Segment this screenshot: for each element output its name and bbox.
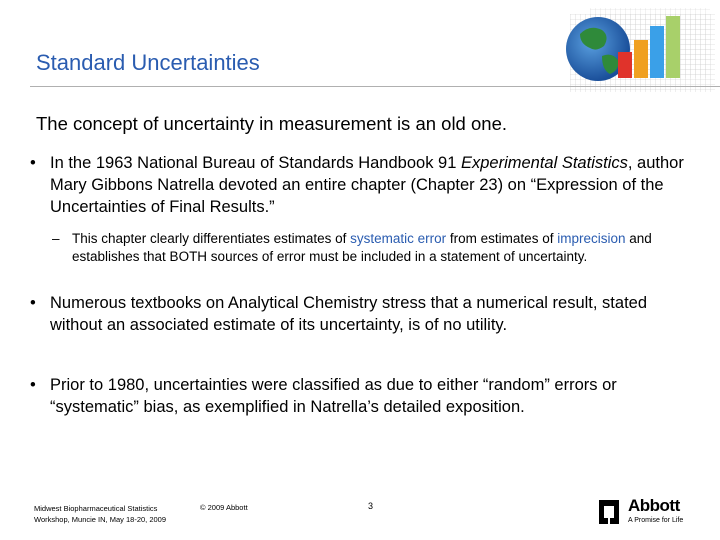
abbott-a-icon bbox=[596, 498, 622, 526]
page-number: 3 bbox=[368, 501, 374, 511]
sub-bullet-text bbox=[52, 230, 672, 266]
bullet-textbooks bbox=[30, 292, 690, 336]
bullet-text: Numerous textbooks on Analytical Chemistry stress that a numerical result, stated without an associated estimate of its uncertainty, is of no utility. bbox=[50, 294, 648, 334]
brand-name: Abbott bbox=[628, 496, 680, 515]
sub-text-part: This chapter clearly differentiates estimates of bbox=[72, 231, 351, 246]
sub-text-part: and establishes that BOTH sources of error must be included in a statement of uncertainty. bbox=[72, 231, 652, 264]
brand-tagline: A Promise for Life bbox=[628, 517, 684, 524]
highlight-imprecision: imprecision bbox=[557, 231, 626, 246]
bullet-natrella bbox=[30, 152, 690, 218]
abbott-logo bbox=[596, 496, 706, 530]
dash-icon: – bbox=[52, 231, 60, 246]
intro-text: The concept of uncertainty in measurement is an old one. bbox=[36, 113, 507, 134]
title-divider bbox=[30, 86, 720, 87]
footer-event-line1: Midwest Biopharmaceutical Statistics bbox=[34, 504, 158, 513]
page-title: Standard Uncertainties bbox=[36, 50, 260, 75]
highlight-systematic-error: systematic error bbox=[350, 231, 447, 246]
bullet-prior-1980 bbox=[30, 374, 690, 418]
bullet-text: Prior to 1980, uncertainties were classified as due to either “random” errors or “systematic” bias, as exemplified in Natrella’s detailed exposition. bbox=[50, 376, 617, 416]
bullet-text bbox=[30, 152, 690, 218]
footer-event-line2: Workshop, Muncie IN, May 18-20, 2009 bbox=[34, 515, 167, 524]
sub-text-part: from estimates of bbox=[446, 231, 558, 246]
bullet-text-part: , author Mary Gibbons Natrella devoted an entire chapter (Chapter 23) on “Expression of the Uncertainties of Final Results.” bbox=[50, 154, 684, 216]
bullet-icon: • bbox=[30, 154, 36, 172]
globe-chart-icon bbox=[550, 4, 720, 94]
bullet-text-part: In the 1963 National Bureau of Standards Handbook 91 bbox=[50, 154, 461, 172]
sub-bullet-chapter bbox=[52, 230, 672, 266]
footer-event bbox=[34, 503, 166, 525]
book-title: Experimental Statistics bbox=[460, 154, 628, 172]
footer-copyright: © 2009 Abbott bbox=[200, 503, 248, 512]
bullet-icon: • bbox=[30, 294, 36, 312]
bullet-icon: • bbox=[30, 376, 36, 394]
